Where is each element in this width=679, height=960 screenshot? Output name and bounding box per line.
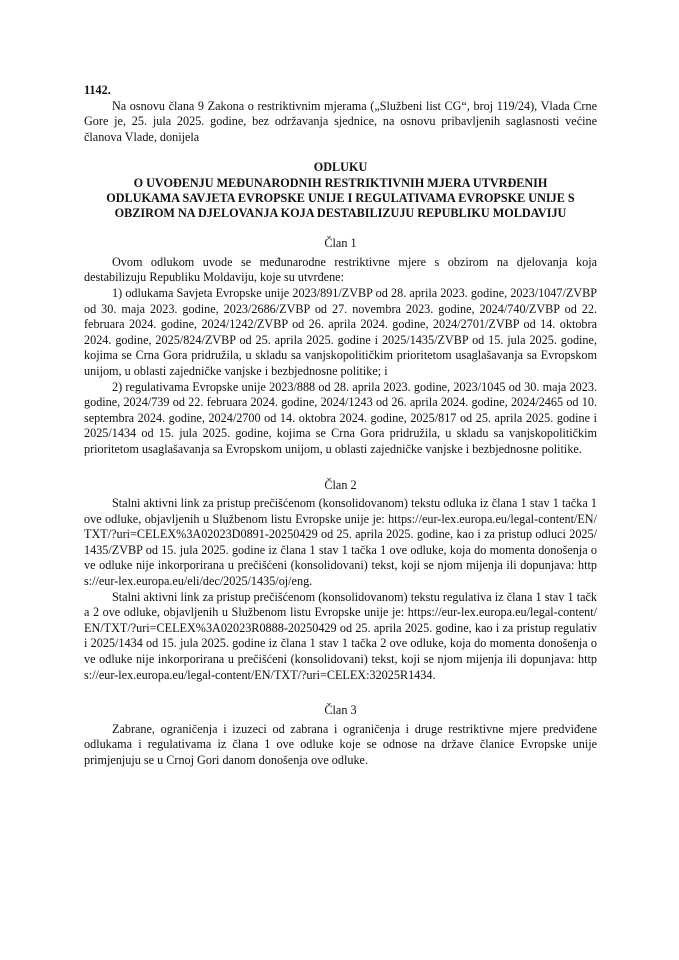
title-line-2: O UVOĐENJU MEĐUNARODNIH RESTRIKTIVNIH MJERA UTVRĐENIH: [133, 175, 548, 190]
article-1-item-1: 1) odlukama Savjeta Evropske unije 2023/891/ZVBP od 28. aprila 2023. godine, 2023/1047/ZVBP od 30. maja 2023. godine, 2023/2686/ZVBP od 27. novembra 2023. godine, 2024/740/ZVBP od 22. februara 2024. godine, 2024/1242/ZVBP od 26. aprila 2024. godine, 2024/2701/ZVBP od 14. oktobra 2024. godine, 2025/824/ZVBP od 25. aprila 2025. godine i 2025/1435/ZVBP od 15. jula 2025. godine, kojima se Crna Gora pridružila, u skladu sa vanjskopolitičkim prioritetom usaglašavanja sa Evropskom unijom, u oblasti zajedničke vanjske i bezbjednosne politike; i: [84, 285, 597, 378]
article-2-paragraph-2: Stalni aktivni link za pristup prečišćenom (konsolidovanom) tekstu regulativa iz člana 1 stav 1 tačka 2 ove odluke, objavljenih u Službenom listu Evropske unije je: https://eur-lex.europa.eu/legal-content/EN/TXT/?uri=CELEX%3A02023R0888-20250429 od 25. aprila 2025. godine, kao i za pristup regulativi 2025/1434 od 15. jula 2025. godine iz člana 1 stav 1 tačka 2 ove odluke, koja do momenta donošenja ove odluke nije inkorporirana u prečišćeni (konsolidovani) tekst, koji se njom mijenja ili dopunjava: https://eur-lex.europa.eu/legal-content/EN/TXT/?uri=CELEX:32025R1434.: [84, 589, 597, 682]
article-2-paragraph-1: Stalni aktivni link za pristup prečišćenom (konsolidovanom) tekstu odluka iz člana 1 stav 1 tačka 1 ove odluke, objavljenih u Službenom listu Evropske unije je: https://eur-lex.europa.eu/legal-content/EN/TXT/?uri=CELEX%3A02023D0891-20250429 od 25. aprila 2025. godine, kao i za pristup odluci 2025/1435/ZVBP od 15. jula 2025. godine iz člana 1 stav 1 tačka 1 ove odluke, koja do momenta donošenja ove odluke nije inkorporirana u prečišćeni (konsolidovani) tekst, koji se njom mijenja ili dopunjava: https://eur-lex.europa.eu/eli/dec/2025/1435/oj/eng.: [84, 496, 597, 589]
title-line-3: ODLUKAMA SAVJETA EVROPSKE UNIJE I REGULATIVAMA EVROPSKE UNIJE S: [106, 190, 575, 205]
preamble: Na osnovu člana 9 Zakona o restriktivnim mjerama („Službeni list CG“, broj 119/24), Vlada Crne Gore je, 25. jula 2025. godine, bez održavanja sjednice, na osnovu pribavljenih saglasnosti većine članova Vlade, donijela: [84, 98, 597, 144]
article-1-heading: Član 1: [324, 236, 357, 251]
article-3-heading: Član 3: [324, 703, 357, 718]
document-page: [84, 83, 597, 769]
article-1-item-2: 2) regulativama Evropske unije 2023/888 od 28. aprila 2023. godine, 2023/1045 od 30. maja 2023. godine, 2024/739 od 22. februara 2024. godine, 2024/1243 od 26. aprila 2024. godine, 2024/2465 od 10. septembra 2024. godine, 2024/2700 od 14. oktobra 2024. godine, 2025/817 od 25. aprila 2025. godine i 2025/1434 od 15. jula 2025. godine, kojima se Crna Gora pridružila, u skladu sa vanjskopolitičkim prioritetom usaglašavanja sa Evropskom unijom, u oblasti zajedničke vanjske i bezbjednosne politike.: [84, 379, 597, 456]
title-line-4: OBZIROM NA DJELOVANJA KOJA DESTABILIZUJU REPUBLIKU MOLDAVIJU: [114, 205, 567, 220]
title-line-1: ODLUKU: [313, 160, 368, 175]
document-number: 1142.: [84, 83, 111, 97]
article-3-paragraph-1: Zabrane, ograničenja i izuzeci od zabrana i ograničenja i druge restriktivne mjere predviđene odlukama i regulativama iz člana 1 ove odluke koje se odnose na države članice Evropske unije primjenjuju se u Crnoj Gori danom donošenja ove odluke.: [84, 721, 597, 767]
article-1-intro: Ovom odlukom uvode se međunarodne restriktivne mjere s obzirom na djelovanja koja destabilizuju Republiku Moldaviju, koje su utvrđene:: [84, 254, 597, 285]
article-2-heading: Član 2: [324, 477, 357, 492]
decision-title: [84, 160, 597, 221]
